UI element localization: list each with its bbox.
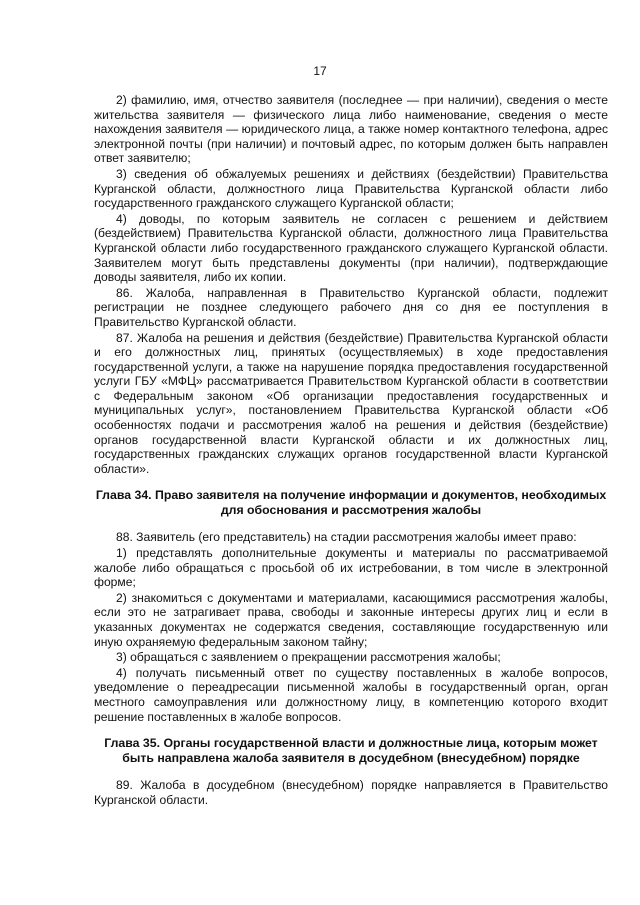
paragraph-86-registration: 86. Жалоба, направленная в Правительство Курганской области, подлежит регистрации не позднее следующего рабочего дня со дня ее поступления в Правительство Курганской области. <box>94 285 608 329</box>
paragraph-item-2-applicant-name: 2) фамилию, имя, отчество заявителя (последнее — при наличии), сведения о месте жительства заявителя — физического лица либо наименование, сведения о месте нахождения заявителя — юридического лица, а также номер контактного телефона, адрес электронной почты (при наличии) и почтовый адрес, по которым должен быть направлен ответ заявителю; <box>94 93 608 166</box>
paragraph-89-pretrial: 89. Жалоба в досудебном (внесудебном) порядке направляется в Правительство Курганской области. <box>94 778 608 807</box>
paragraph-88-item-3: 3) обращаться с заявлением о прекращении рассмотрения жалобы; <box>116 650 501 665</box>
page-number: 17 <box>313 64 327 78</box>
paragraph-87-consideration: 87. Жалоба на решения и действия (бездействие) Правительства Курганской области и его должностных лиц, принятых (осуществляемых) в ходе предоставления государственной услуги, а также на нарушение порядка предоставления государственной услуги ГБУ «МФЦ» рассматривается Правительством Курганской области в соответствии с Федеральным законом «Об организации предоставления государственных и муниципальных услуг», постановлением Правительства Курганской области «Об особенностях подачи и рассмотрения жалоб на решения и действия (бездействие) органов государственной власти Курганской области и их должностных лиц, государственных гражданских служащих органов государственной власти Курганской области». <box>94 330 608 476</box>
paragraph-88-item-4: 4) получать письменный ответ по существу поставленных в жалобе вопросов, уведомление о переадресации письменной жалобы в государственный орган, орган местного самоуправления или должностному лицу, в компетенцию которого входит решение поставленных в жалобе вопросов. <box>94 665 608 724</box>
document-body <box>94 93 608 808</box>
paragraph-88-rights: 88. Заявитель (его представитель) на стадии рассмотрения жалобы имеет право: <box>116 530 577 545</box>
paragraph-88-item-1: 1) представлять дополнительные документы и материалы по рассматриваемой жалобе либо обращаться с просьбой об их истребовании, в том числе в электронной форме; <box>94 546 608 590</box>
paragraph-item-4-arguments: 4) доводы, по которым заявитель не согласен с решением и действием (бездействием) Правительства Курганской области, должностного лица Правительства Курганской области либо государственного гражданского служащего Курганской области. Заявителем могут быть представлены документы (при наличии), подтверждающие доводы заявителя, либо их копии. <box>94 211 608 285</box>
chapter-35-heading: Глава 35. Органы государственной власти и должностные лица, которым может быть направлена жалоба заявителя в досудебном (внесудебном) порядке <box>104 736 598 766</box>
paragraph-88-item-2: 2) знакомиться с документами и материалами, касающимися рассмотрения жалобы, если это не затрагивает права, свободы и законные интересы других лиц и если в указанных документах не содержатся сведения, составляющие государственную или иную охраняемую федеральным законом тайну; <box>94 590 608 649</box>
chapter-34-heading: Глава 34. Право заявителя на получение информации и документов, необходимых для обоснования и рассмотрения жалобы <box>95 488 607 518</box>
paragraph-item-3-appealed-decisions: 3) сведения об обжалуемых решениях и действиях (бездействии) Правительства Курганской области, должностного лица Правительства Курганской области либо государственного гражданского служащего Курганской области; <box>94 166 608 211</box>
